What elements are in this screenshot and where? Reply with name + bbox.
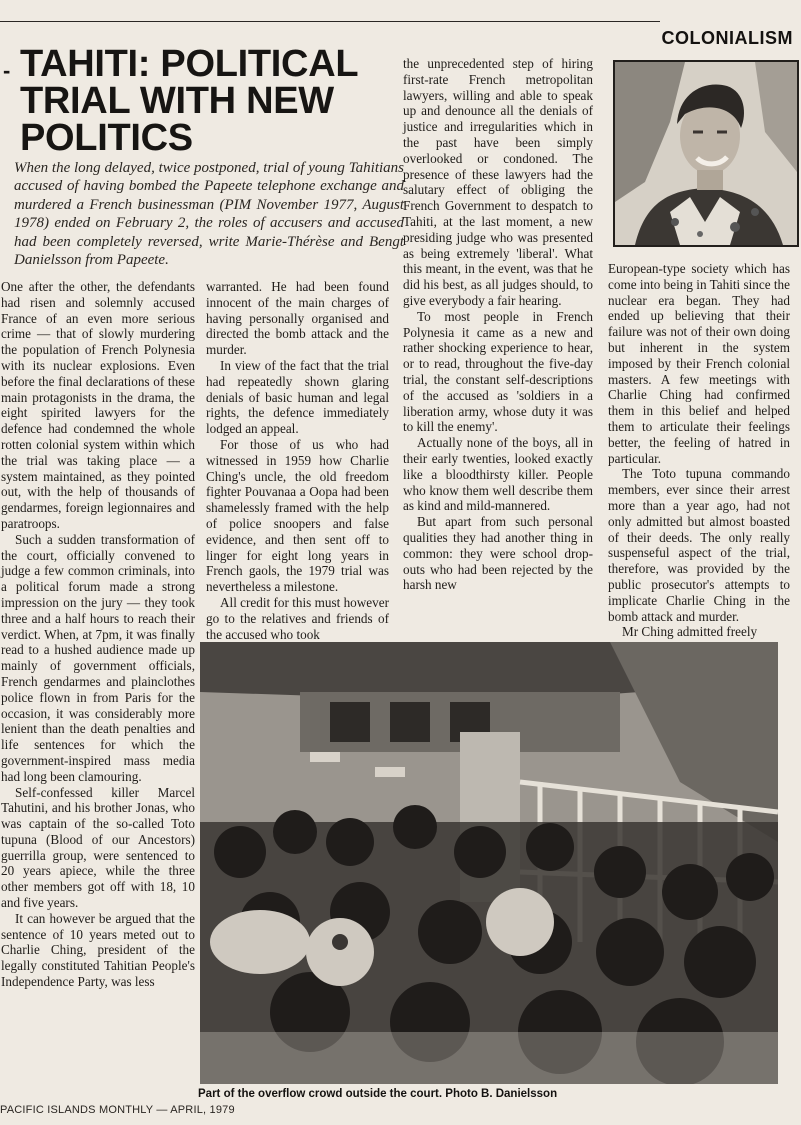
article-column-3	[403, 56, 593, 593]
article-column-4	[608, 261, 790, 640]
paragraph: It can however be argued that the sentence of 10 years meted out to Charlie Ching, president of the legally constituted Tahitian People's Independence Party, was less	[1, 910, 195, 990]
paragraph: Mr Ching admitted freely	[622, 624, 758, 640]
portrait-illustration	[615, 62, 797, 245]
page-footer: PACIFIC ISLANDS MONTHLY — APRIL, 1979	[0, 1104, 235, 1116]
photo-caption: Part of the overflow crowd outside the court. Photo B. Danielsson	[198, 1088, 558, 1100]
section-label: COLONIALISM	[661, 28, 793, 48]
paragraph: But apart from such personal qualities they had another thing in common: they were school drop-outs who had been rejected by the harsh new	[403, 514, 593, 593]
paragraph: European-type society which has come into being in Tahiti since the nuclear era began. They had ended up believing that their failure was not of their own doing but inherent in the system imposed by their French colonial masters. A few meetings with Charlie Ching had confirmed them in this belief and helped them to articulate their feelings better, the feeling of hatred in particular.	[608, 261, 790, 466]
paragraph: Self-confessed killer Marcel Tahutini, and his brother Jonas, who was captain of the so-called Toto tupuna (Blood of our Ancestors) guerrilla group, were sentenced to 20 years apiece, while the three other members got off with 18, 10 and five years.	[1, 784, 195, 911]
headline-dash: -	[3, 58, 11, 83]
paragraph: For those of us who had witnessed in 1959 how Charlie Ching's uncle, the old freedom fighter Pouvanaa a Oopa had been shamelessly framed with the help of police snoopers and false evidence, and then sent off to linger for eight long years in French gaols, the 1979 trial was nevertheless a milestone.	[206, 436, 389, 595]
headline: TAHITI: POLITICAL TRIAL WITH NEW POLITICS	[20, 43, 358, 159]
paragraph: To most people in French Polynesia it came as a new and rather shocking experience to hear, or to read, throughout the five-day trial, the constant self-descriptions of the accused as 'soldiers in a liberation army, whose duty it was to kill the enemy'.	[403, 308, 593, 435]
paragraph: Such a sudden transformation of the court, officially convened to judge a few common criminals, into a political forum made a strong impression on the jury — they took three and a half hours to reach their verdict. When, at 7pm, it was finally read to a hushed audience made up mainly of government officials, French gendarmes and plainclothes police flown in from Paris for the occasion, it was considerably more lenient than the death penalties and life sentences for which the government-inspired mass media had long been clamouring.	[1, 531, 195, 784]
standfirst: When the long delayed, twice postponed, trial of young Tahitians accused of having bombed the Papeete telephone exchange and murdered a French businessman (PIM November 1977, August 1978) ended on February 2, the roles of accusers and accused had been completely reversed, write Marie-Thérèse and Bengt Danielsson from Papeete.	[14, 160, 404, 269]
paragraph: In view of the fact that the trial had repeatedly shown glaring denials of basic human and legal rights, the defence immediately lodged an appeal.	[206, 357, 389, 437]
article-column-1	[1, 279, 195, 990]
portrait-photo	[613, 60, 799, 247]
crowd-illustration	[200, 642, 778, 1084]
paragraph: One after the other, the defendants had risen and solemnly accused France of an even more serious crime — that of slowly murdering the population of French Polynesia with its nuclear explosions. Even before the final declarations of these main protagonists in the drama, the eight spirited lawyers for the defence had condemned the whole rotten colonial system within which the trial was taking place — a system maintained, as they pointed out, with the help of thousands of gendarmes, foreign legionnaires and paratroops.	[1, 279, 195, 531]
top-rule	[0, 21, 660, 22]
paragraph: warranted. He had been found innocent of the main charges of having personally organised and directed the bomb attack and the murder.	[206, 279, 389, 358]
paragraph: All credit for this must however go to the relatives and friends of the accused who took	[206, 594, 389, 642]
paragraph: The Toto tupuna commando members, ever since their arrest more than a year ago, had not only admitted but almost boasted of their deeds. The only really suspenseful aspect of the trial, therefore, was provided by the public prosecutor's attempts to implicate Charlie Ching in the bomb attack and murder.	[608, 466, 790, 624]
paragraph: Actually none of the boys, all in their early twenties, looked exactly like a bloodthirsty killer. People who know them well describe them as kind and mild-mannered.	[403, 435, 593, 514]
article-column-2	[206, 279, 389, 642]
crowd-photo	[200, 642, 778, 1084]
paragraph: the unprecedented step of hiring first-rate French metropolitan lawyers, willing and able to speak up and denounce all the denials of justice and irregularities which in the past have been simply overlooked or condoned. The presence of these lawyers had the salutary effect of obliging the French Government to despatch to Tahiti, at the last moment, a new presiding judge who was presented as being extremely 'liberal'. What this meant, in the event, was that he did his best, as all judges should, to give everybody a fair hearing.	[403, 56, 593, 308]
